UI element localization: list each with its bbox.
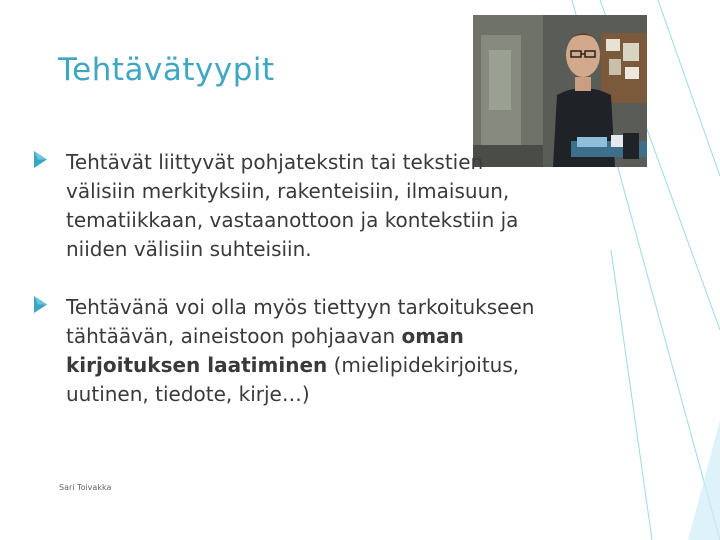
bullet-list — [20, 148, 540, 409]
slide-title: Tehtävätyypit — [58, 52, 275, 88]
bullet-item-1 — [20, 148, 540, 264]
bullet-text-before: Tehtävänä voi olla myös tiettyyn tarkoitukseen tähtäävän, aineistoon pohjaavan — [66, 295, 535, 348]
bullet-bold-text: oman kirjoituksen laatiminen — [66, 324, 464, 377]
footer-author: Sari Toivakka — [59, 483, 112, 492]
bullet-arrow-icon — [34, 296, 47, 313]
student-photo — [473, 15, 647, 167]
bullet-arrow-icon — [34, 151, 47, 168]
bullet-text: Tehtävät liittyvät pohjatekstin tai tekstien välisiin merkityksiin, rakenteisiin, ilmaisuun, tematiikkaan, vastaanottoon ja kontekstiin ja niiden välisiin suhteisiin. — [66, 150, 519, 261]
bullet-text-after: (mielipidekirjoitus, uutinen, tiedote, kirje…) — [66, 353, 520, 406]
bullet-item-2 — [20, 293, 540, 409]
